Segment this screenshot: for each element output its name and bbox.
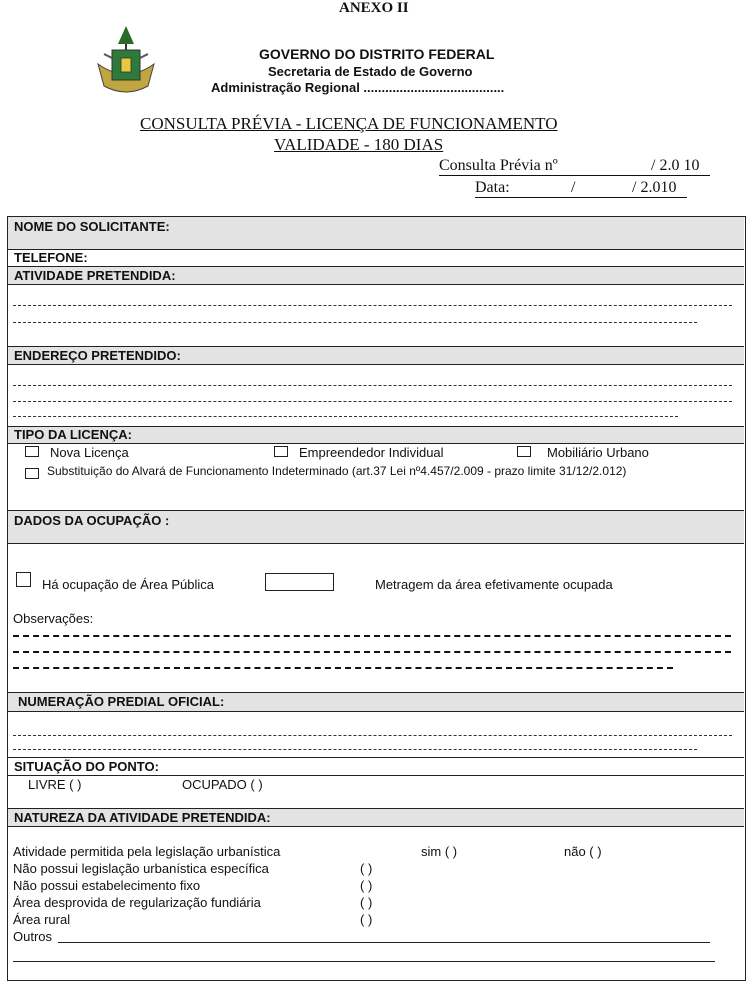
secretaria-name: Secretaria de Estado de Governo <box>268 64 473 79</box>
validity-line: VALIDADE - 180 DIAS <box>274 135 444 154</box>
natureza-line-permitida: Atividade permitida pela legislação urbanística <box>13 844 281 859</box>
consulta-label: Consulta Prévia nº <box>439 157 558 174</box>
section-endereco <box>8 346 744 365</box>
natureza-line-sem-estabelecimento: Não possui estabelecimento fixo <box>13 878 201 893</box>
natureza-line-rural: Área rural <box>13 912 71 927</box>
section-situacao <box>8 757 744 776</box>
nova-licenca-label: Nova Licença <box>50 445 129 460</box>
sem-estabelecimento-option[interactable]: ( ) <box>360 878 373 893</box>
area-publica-checkbox[interactable] <box>16 572 31 587</box>
substituicao-checkbox[interactable] <box>25 468 39 479</box>
mobiliario-label: Mobiliário Urbano <box>547 445 649 460</box>
coat-of-arms-logo <box>90 24 162 100</box>
date-slash: / <box>571 179 576 196</box>
natureza-line-regularizacao: Área desprovida de regularização fundiária <box>13 895 261 910</box>
section-numeracao-label: NUMERAÇÃO PREDIAL OFICIAL: <box>18 694 225 709</box>
numeracao-line-2 <box>13 749 697 750</box>
rural-option[interactable]: ( ) <box>360 912 373 927</box>
mobiliario-checkbox[interactable] <box>517 446 531 457</box>
regularizacao-option[interactable]: ( ) <box>360 895 373 910</box>
section-telefone-label: TELEFONE: <box>14 250 88 265</box>
section-endereco-label: ENDEREÇO PRETENDIDO: <box>14 348 181 363</box>
permitida-sim-option[interactable]: sim ( ) <box>421 844 458 859</box>
section-dados-label: DADOS DA OCUPAÇÃO : <box>14 513 170 528</box>
natureza-line-outros: Outros <box>13 929 53 944</box>
observacoes-line-3 <box>13 667 673 669</box>
consulta-suffix: / 2.0 10 <box>651 157 700 174</box>
date-year: / 2.010 <box>632 179 677 196</box>
administracao-regional: Administração Regional ....................................... <box>211 80 505 95</box>
section-solicitante-label: NOME DO SOLICITANTE: <box>14 219 170 234</box>
substituicao-label: Substituição do Alvará de Funcionamento Indeterminado (art.37 Lei nº4.457/2.009 - prazo limite 31/12/2.012) <box>47 464 627 478</box>
observacoes-line-2 <box>13 651 731 653</box>
permitida-nao-option[interactable]: não ( ) <box>564 844 602 859</box>
outros-input-line-2[interactable] <box>13 961 715 962</box>
numeracao-line-1 <box>13 735 732 736</box>
section-tipo-label: TIPO DA LICENÇA: <box>14 427 132 442</box>
endereco-line-2 <box>13 401 732 402</box>
date-field[interactable] <box>475 179 687 198</box>
sem-legislacao-option[interactable]: ( ) <box>360 861 373 876</box>
outros-input-line-1[interactable] <box>58 942 710 943</box>
empreendedor-checkbox[interactable] <box>274 446 288 457</box>
metragem-input[interactable] <box>265 573 334 591</box>
section-atividade-label: ATIVIDADE PRETENDIDA: <box>14 268 176 283</box>
natureza-line-sem-legislacao: Não possui legislação urbanística específica <box>13 861 269 876</box>
section-natureza-label: NATUREZA DA ATIVIDADE PRETENDIDA: <box>14 810 271 825</box>
livre-option[interactable]: LIVRE ( ) <box>28 777 82 792</box>
section-dados-ocupacao <box>8 510 744 544</box>
ocupado-option[interactable]: OCUPADO ( ) <box>182 777 263 792</box>
document-title: CONSULTA PRÉVIA - LICENÇA DE FUNCIONAMENTO <box>140 114 558 133</box>
section-numeracao <box>8 692 744 712</box>
endereco-line-3 <box>13 416 678 417</box>
section-natureza <box>8 808 744 827</box>
consulta-number-field[interactable] <box>439 157 710 176</box>
section-telefone[interactable] <box>8 249 744 265</box>
section-tipo <box>8 426 744 444</box>
section-situacao-label: SITUAÇÃO DO PONTO: <box>14 759 159 774</box>
atividade-input-area[interactable] <box>8 285 744 345</box>
nova-licenca-checkbox[interactable] <box>25 446 39 457</box>
atividade-line-1 <box>13 305 732 306</box>
government-name: GOVERNO DO DISTRITO FEDERAL <box>259 46 495 62</box>
metragem-label: Metragem da área efetivamente ocupada <box>375 577 613 592</box>
date-label: Data: <box>475 179 510 196</box>
observacoes-label: Observações: <box>13 611 94 626</box>
section-solicitante[interactable] <box>8 216 744 250</box>
atividade-line-2 <box>13 322 697 323</box>
annex-label: ANEXO II <box>339 0 409 16</box>
endereco-line-1 <box>13 385 732 386</box>
empreendedor-label: Empreendedor Individual <box>299 445 444 460</box>
section-atividade <box>8 266 744 285</box>
observacoes-line-1 <box>13 635 731 637</box>
area-publica-label: Há ocupação de Área Pública <box>42 577 215 592</box>
